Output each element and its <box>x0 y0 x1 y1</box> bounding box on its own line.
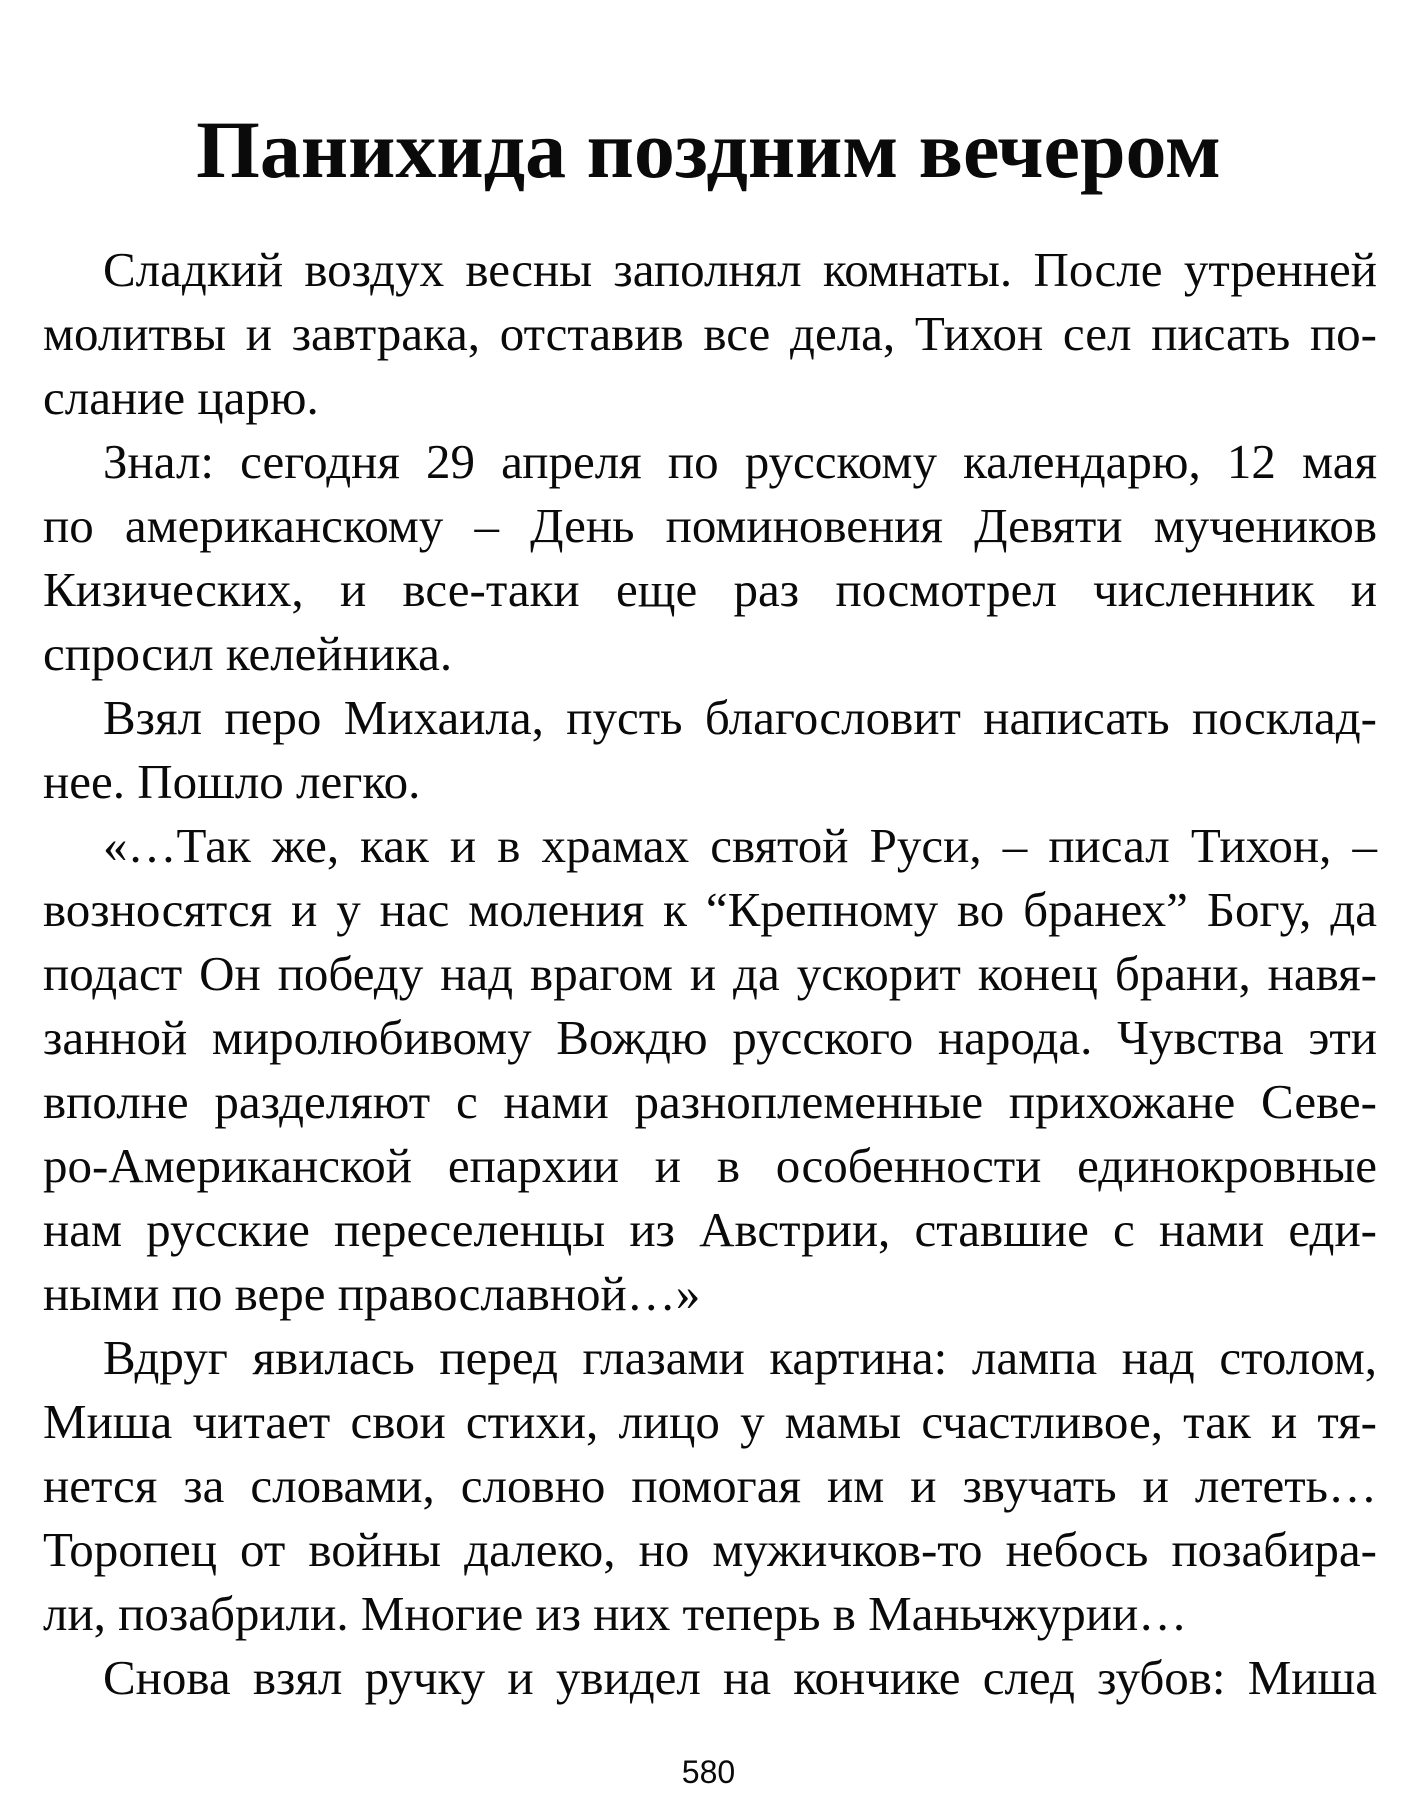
text-line: Снова взял ручку и увидел на кончике след зубов: Миша <box>103 1650 1377 1705</box>
text-line: по американскому – День поминовения Девяти мучеников <box>43 498 1377 553</box>
paragraph <box>43 238 1377 430</box>
text-line: ными по вере православной…» <box>43 1266 701 1321</box>
chapter-title: Панихида поздним вечером <box>196 104 1221 195</box>
text-line: Кизических, и все-таки еще раз посмотрел численник и <box>43 562 1377 617</box>
text-line: нется за словами, словно помогая им и звучать и лететь… <box>43 1458 1377 1513</box>
paragraph <box>43 686 1377 814</box>
text-line: Торопец от войны далеко, но мужичков-то небось позабира- <box>43 1522 1377 1577</box>
text-line: возносятся и у нас моления к “Крепному во бранех” Богу, да <box>43 882 1377 937</box>
text-line: Знал: сегодня 29 апреля по русскому календарю, 12 мая <box>103 434 1377 489</box>
text-line: нам русские переселенцы из Австрии, ставшие с нами еди- <box>43 1202 1377 1257</box>
text-line: молитвы и завтрака, отставив все дела, Тихон сел писать по- <box>43 306 1377 361</box>
paragraph <box>43 430 1377 686</box>
body-text <box>43 238 1377 1710</box>
text-line: Взял перо Михаила, пусть благословит написать посклад- <box>103 690 1377 745</box>
paragraph <box>43 814 1377 1326</box>
text-line: слание царю. <box>43 370 319 425</box>
text-line: нее. Пошло легко. <box>43 754 421 809</box>
text-line: «…Так же, как и в храмах святой Руси, – писал Тихон, – <box>103 818 1377 873</box>
text-line: вполне разделяют с нами разноплеменные прихожане Севе- <box>43 1074 1377 1129</box>
text-line: спросил келейника. <box>43 626 453 681</box>
page-number: 580 <box>681 1754 736 1790</box>
text-line: занной миролюбивому Вождю русского народа. Чувства эти <box>43 1010 1377 1065</box>
text-line: подаст Он победу над врагом и да ускорит конец брани, навя- <box>43 946 1377 1001</box>
text-line: ли, позабрили. Многие из них теперь в Маньчжурии… <box>43 1586 1188 1641</box>
text-line: ро-Американской епархии и в особенности единокровные <box>43 1138 1377 1193</box>
paragraph <box>43 1326 1377 1646</box>
text-line: Сладкий воздух весны заполнял комнаты. После утренней <box>103 242 1377 297</box>
text-line: Вдруг явилась перед глазами картина: лампа над столом, <box>103 1330 1377 1385</box>
text-line: Миша читает свои стихи, лицо у мамы счастливое, так и тя- <box>43 1394 1377 1449</box>
paragraph <box>43 1646 1377 1710</box>
